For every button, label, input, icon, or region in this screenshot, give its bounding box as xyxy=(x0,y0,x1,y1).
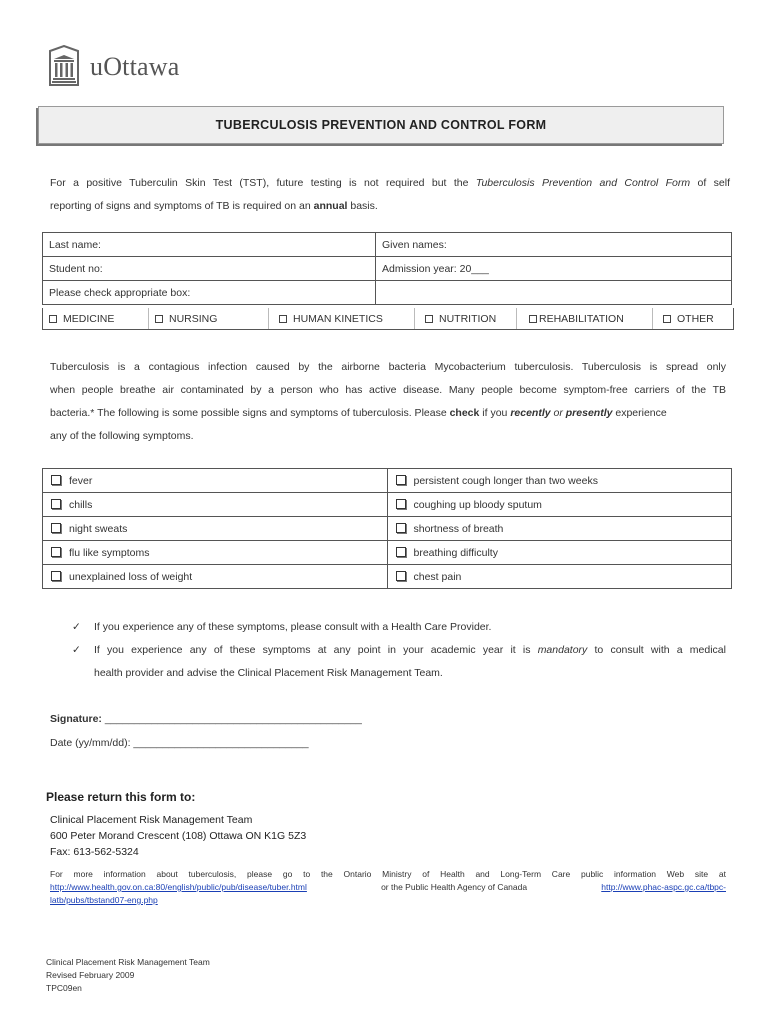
date-line[interactable]: Date (yy/mm/dd): ______________________________ xyxy=(50,737,309,749)
student-info-table xyxy=(42,232,732,305)
symptom-night-sweats[interactable]: night sweats xyxy=(43,517,388,541)
checkbox-icon[interactable] xyxy=(396,571,406,581)
tb-info-paragraph: Tuberculosis is a contagious infection caused by the airborne bacteria Mycobacterium tuberculosis. Tuberculosis is spread only when people breathe air contaminated by a person who has active disease. Many people become symptom-free carriers of the TB bacteria.* The following is some possible signs and symptoms of tuberculosis. Please check if you recently or presently experience any of the following symptoms. xyxy=(50,361,726,442)
program-selection-row xyxy=(42,308,734,330)
empty-cell xyxy=(376,281,732,305)
more-info-paragraph: For more information about tuberculosis, please go to the Ontario Ministry of Health and Long-Term Care public information Web site at http://www.health.gov.on.ca:80/english/public/pub/disease/tuber.html or the Public Health Agency of Canada http://www.phac-aspc.gc.ca/tbpc- latb/pubs/tbstand07-eng.php xyxy=(50,869,726,905)
signature-line[interactable]: Signature: ____________________________________________ xyxy=(50,713,362,725)
checkbox-icon[interactable] xyxy=(51,547,61,557)
checkbox-icon[interactable] xyxy=(279,315,287,323)
program-human-kinetics[interactable]: HUMAN KINETICS xyxy=(269,308,415,329)
table-row xyxy=(43,565,732,589)
symptom-shortness-of-breath[interactable]: shortness of breath xyxy=(387,517,732,541)
university-building-icon xyxy=(46,45,82,89)
document-footer: Clinical Placement Risk Management Team Revised February 2009 TPC09en xyxy=(46,957,210,993)
table-row xyxy=(43,469,732,493)
intro-paragraph: For a positive Tuberculin Skin Test (TST), future testing is not required but the Tuberculosis Prevention and Control Form of self reporting of signs and symptoms of TB is required on an annual basis. xyxy=(50,177,730,212)
student-no-field[interactable]: Student no: xyxy=(43,257,376,281)
checkbox-icon[interactable] xyxy=(51,499,61,509)
symptom-fever[interactable]: fever xyxy=(43,469,388,493)
last-name-field[interactable]: Last name: xyxy=(43,233,376,257)
program-nursing[interactable]: NURSING xyxy=(149,308,269,329)
phac-link-continued[interactable]: latb/pubs/tbstand07-eng.php xyxy=(50,895,158,905)
symptom-persistent-cough[interactable]: persistent cough longer than two weeks xyxy=(387,469,732,493)
checkbox-icon[interactable] xyxy=(396,499,406,509)
symptom-breathing-difficulty[interactable]: breathing difficulty xyxy=(387,541,732,565)
checkbox-icon[interactable] xyxy=(49,315,57,323)
checkbox-icon[interactable] xyxy=(155,315,163,323)
given-names-field[interactable]: Given names: xyxy=(376,233,732,257)
return-heading: Please return this form to: xyxy=(46,790,196,804)
program-rehabilitation[interactable]: REHABILITATION xyxy=(517,308,653,329)
checkbox-icon[interactable] xyxy=(51,523,61,533)
return-address: Clinical Placement Risk Management Team 600 Peter Morand Crescent (108) Ottawa ON K1G 5Z3 Fax: 613-562-5324 xyxy=(50,814,307,858)
program-other[interactable]: OTHER xyxy=(653,308,731,329)
checkbox-icon[interactable] xyxy=(663,315,671,323)
table-row xyxy=(43,517,732,541)
advice-item-1: ✓ If you experience any of these symptoms, please consult with a Health Care Provider. xyxy=(72,616,732,639)
checkbox-icon[interactable] xyxy=(425,315,433,323)
uottawa-logo xyxy=(46,44,179,90)
table-row xyxy=(43,493,732,517)
symptom-weight-loss[interactable]: unexplained loss of weight xyxy=(43,565,388,589)
symptom-bloody-sputum[interactable]: coughing up bloody sputum xyxy=(387,493,732,517)
logo-text: uOttawa xyxy=(90,52,180,81)
advice-item-2: ✓ If you experience any of these symptoms at any point in your academic year it is mandatory to consult with a medical health provider and advise the Clinical Placement Risk Management Team. xyxy=(72,639,726,685)
symptom-chills[interactable]: chills xyxy=(43,493,388,517)
program-nutrition[interactable]: NUTRITION xyxy=(415,308,517,329)
checkbox-icon[interactable] xyxy=(396,523,406,533)
checkbox-icon[interactable] xyxy=(51,571,61,581)
symptom-chest-pain[interactable]: chest pain xyxy=(387,565,732,589)
checkmark-icon: ✓ xyxy=(72,644,81,656)
admission-year-field[interactable]: Admission year: 20___ xyxy=(376,257,732,281)
program-medicine[interactable]: MEDICINE xyxy=(43,308,149,329)
symptoms-table xyxy=(42,468,732,589)
ontario-health-link[interactable]: http://www.health.gov.on.ca:80/english/public/pub/disease/tuber.html xyxy=(50,882,307,892)
form-title: TUBERCULOSIS PREVENTION AND CONTROL FORM xyxy=(38,106,724,144)
checkbox-icon[interactable] xyxy=(396,547,406,557)
check-box-label: Please check appropriate box: xyxy=(43,281,376,305)
checkmark-icon: ✓ xyxy=(72,621,81,633)
table-row xyxy=(43,541,732,565)
checkbox-icon[interactable] xyxy=(51,475,61,485)
symptom-flu-like[interactable]: flu like symptoms xyxy=(43,541,388,565)
phac-link[interactable]: http://www.phac-aspc.gc.ca/tbpc- xyxy=(601,882,726,892)
checkbox-icon[interactable] xyxy=(529,315,537,323)
checkbox-icon[interactable] xyxy=(396,475,406,485)
